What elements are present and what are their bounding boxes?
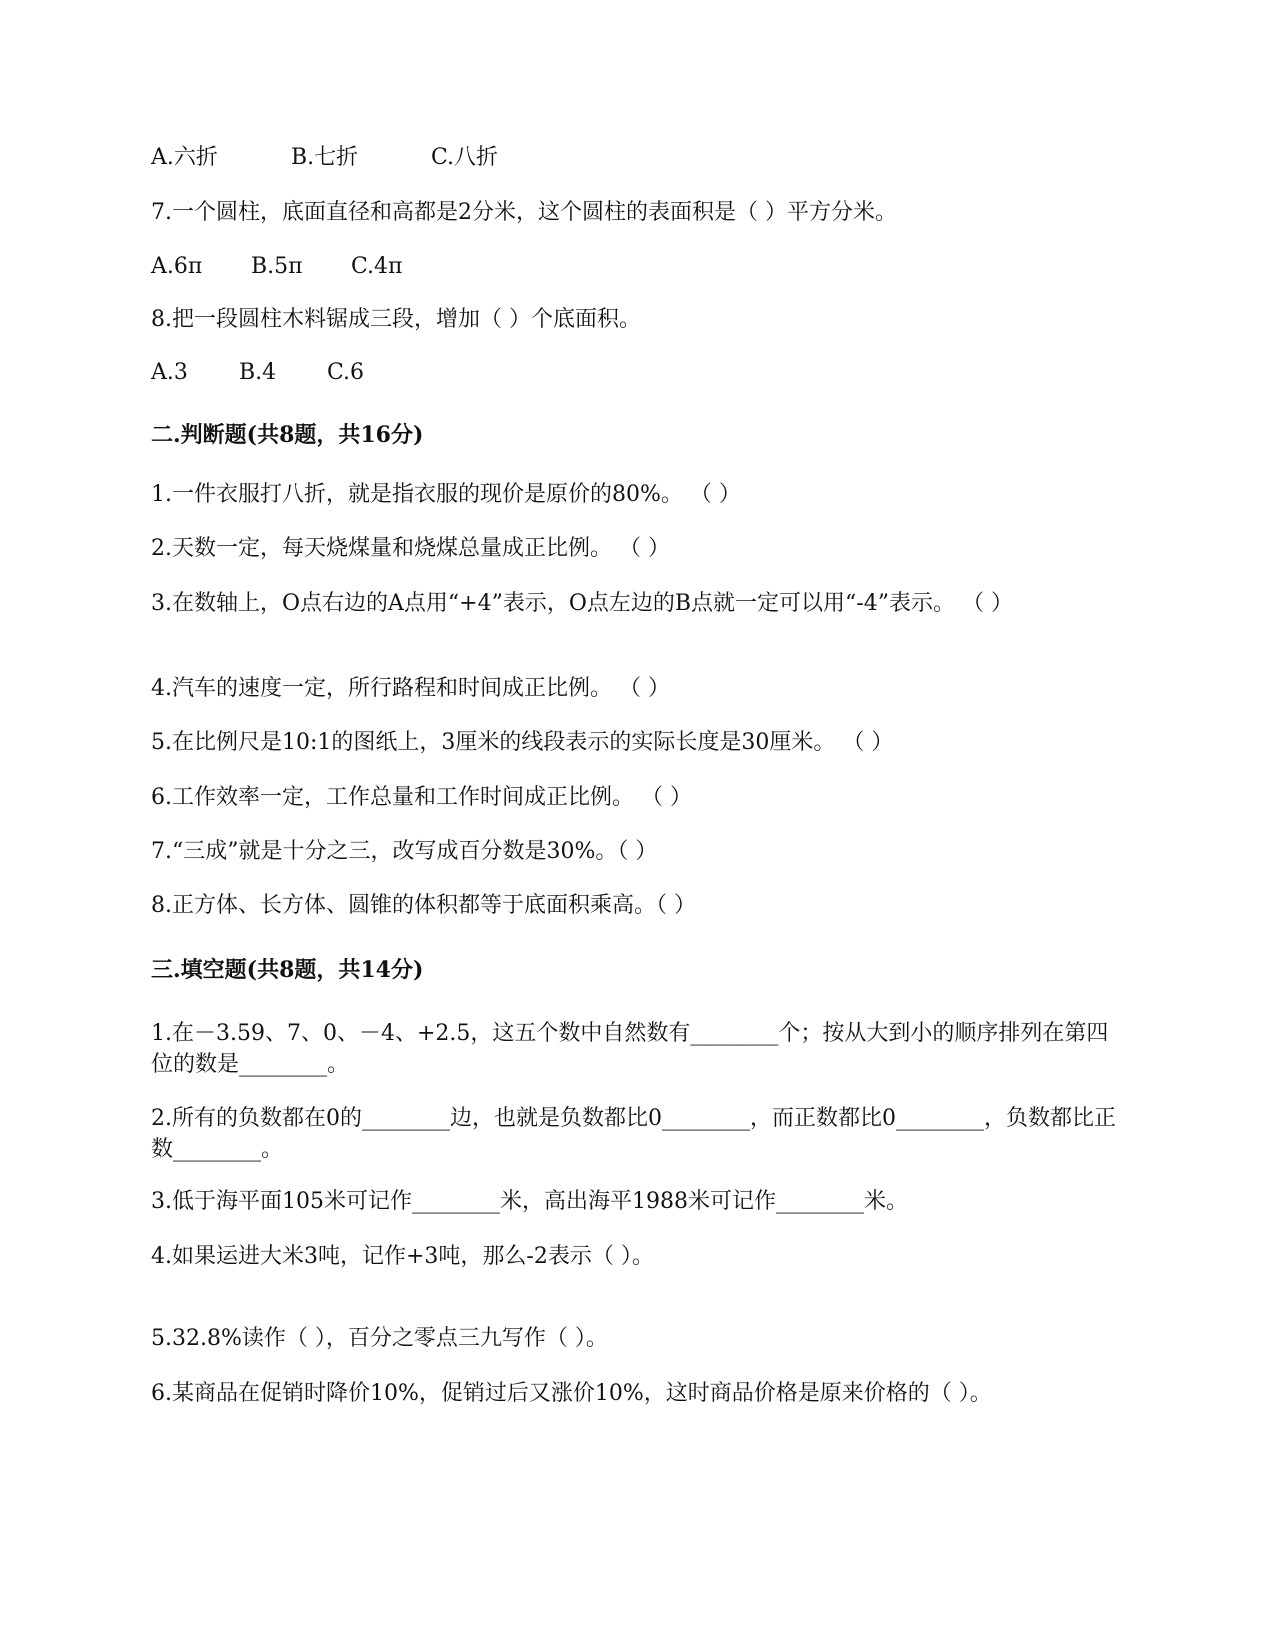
fill-item-1: 1.在－3.59、7、0、－4、+2.5，这五个数中自然数有________个；按从大到小的顺序排列在第四位的数是________。 [151, 1021, 1109, 1077]
q8-option-c: C.6 [327, 360, 365, 385]
judge-item-6: 6.工作效率一定，工作总量和工作时间成正比例。 （ ） [151, 785, 692, 810]
judge-item-2: 2.天数一定，每天烧煤量和烧煤总量成正比例。 （ ） [151, 536, 670, 561]
judge-item-5: 5.在比例尺是10:1的图纸上，3厘米的线段表示的实际长度是30厘米。 （ ） [151, 730, 894, 755]
q6-option-a: A.六折 [151, 145, 218, 170]
fill-item-5: 5.32.8%读作（ ），百分之零点三九写作（ ）。 [151, 1326, 608, 1351]
judge-item-1: 1.一件衣服打八折，就是指衣服的现价是原价的80%。 （ ） [151, 482, 741, 507]
fill-item-2: 2.所有的负数都在0的________边，也就是负数都比0________，而正数都比0________，负数都比正数________。 [151, 1106, 1116, 1162]
q8-text: 8.把一段圆柱木料锯成三段，增加（ ）个底面积。 [151, 307, 641, 332]
judge-item-8: 8.正方体、长方体、圆锥的体积都等于底面积乘高。（ ） [151, 893, 696, 918]
q6-option-b: B.七折 [291, 145, 359, 170]
section3-heading: 三.填空题(共8题，共14分) [151, 957, 424, 983]
q8-options [151, 358, 364, 388]
q8-option-b: B.4 [239, 360, 277, 385]
judge-item-3: 3.在数轴上，O点右边的A点用“+4”表示，O点左边的B点就一定可以用“-4”表示。 （ ） [151, 591, 1013, 616]
fill-item-6: 6.某商品在促销时降价10%，促销过后又涨价10%，这时商品价格是原来价格的（ ）。 [151, 1381, 992, 1406]
section2-heading: 二.判断题(共8题，共16分) [151, 422, 424, 448]
q6-option-c: C.八折 [431, 145, 499, 170]
q6-options [151, 143, 498, 173]
q8-option-a: A.3 [151, 360, 188, 385]
judge-item-7: 7.“三成”就是十分之三，改写成百分数是30%。（ ） [151, 839, 658, 864]
q7-option-c: C.4π [351, 254, 403, 279]
judge-item-4: 4.汽车的速度一定，所行路程和时间成正比例。 （ ） [151, 676, 670, 701]
q7-text: 7.一个圆柱，底面直径和高都是2分米，这个圆柱的表面积是（ ）平方分米。 [151, 200, 897, 225]
q7-option-b: B.5π [251, 254, 303, 279]
q7-options [151, 252, 403, 282]
fill-item-3: 3.低于海平面105米可记作________米，高出海平1988米可记作________米。 [151, 1189, 908, 1214]
fill-item-4: 4.如果运进大米3吨，记作+3吨，那么-2表示（ ）。 [151, 1244, 654, 1269]
q7-option-a: A.6π [151, 254, 203, 279]
